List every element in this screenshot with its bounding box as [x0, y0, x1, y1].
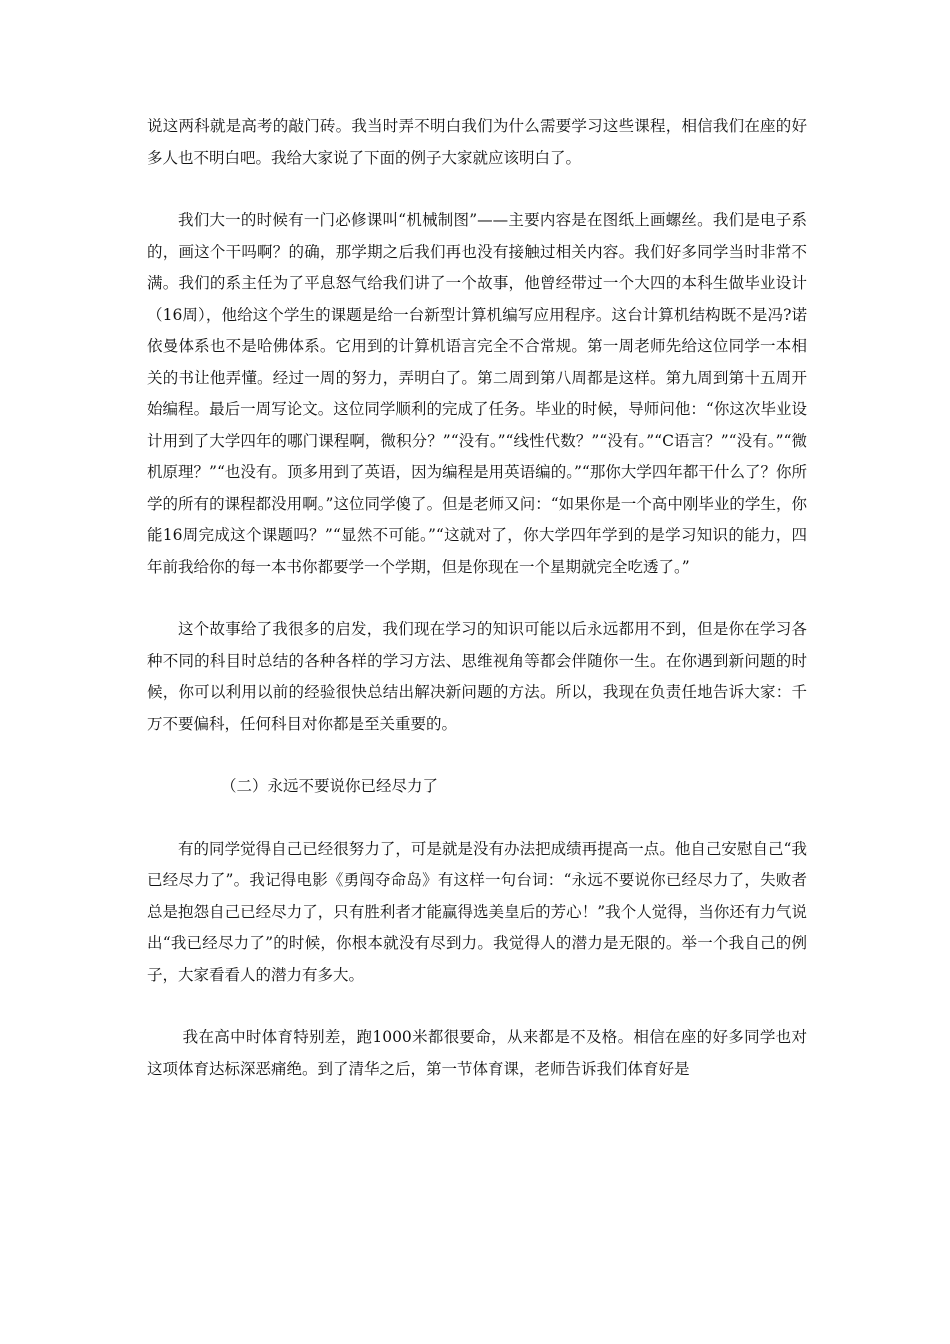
section-heading: （二）永远不要说你已经尽力了 [221, 777, 439, 795]
paragraph-5: 我在高中时体育特别差，跑1000米都很要命，从来都是不及格。相信在座的好多同学也对这项体育达标深恶痛绝。到了清华之后，第一节体育课，老师告诉我们体育好是 [147, 1028, 807, 1078]
document-body [147, 111, 807, 1085]
paragraph-4: 有的同学觉得自己已经很努力了，可是就是没有办法把成绩再提高一点。他自己安慰自己“我已经尽力了”。我记得电影《勇闯夺命岛》有这样一句台词：“永远不要说你已经尽力了，失败者总是抱怨自己已经尽力了，只有胜利者才能赢得选美皇后的芳心！”我个人觉得，当你还有力气说出“我已经尽力了”的时候，你根本就没有尽到力。我觉得人的潜力是无限的。举一个我自己的例子，大家看看人的潜力有多大。 [147, 839, 807, 984]
paragraph-2: 我们大一的时候有一门必修课叫“机械制图”——主要内容是在图纸上画螺丝。我们是电子系的，画这个干吗啊？的确，那学期之后我们再也没有接触过相关内容。我们好多同学当时非常不满。我们的系主任为了平息怒气给我们讲了一个故事，他曾经带过一个大四的本科生做毕业设计（16周），他给这个学生的课题是给一台新型计算机编写应用程序。这台计算机结构既不是冯?诺依曼体系也不是哈佛体系。它用到的计算机语言完全不合常规。第一周老师先给这位同学一本相关的书让他弄懂。经过一周的努力，弄明白了。第二周到第八周都是这样。第九周到第十五周开始编程。最后一周写论文。这位同学顺利的完成了任务。毕业的时候，导师问他：“你这次毕业设计用到了大学四年的哪门课程啊，微积分？”“没有。”“线性代数？”“没有。”“C语言？”“没有。”“微机原理？”“也没有。顶多用到了英语，因为编程是用英语编的。”“那你大学四年都干什么了？你所学的所有的课程都没用啊。”这位同学傻了。但是老师又问：“如果你是一个高中刚毕业的学生，你能16周完成这个课题吗？”“显然不可能。”“这就对了，你大学四年学到的是学习知识的能力，四年前我给你的每一本书你都要学一个学期，但是你现在一个星期就完全吃透了。” [147, 211, 807, 576]
paragraph-3: 这个故事给了我很多的启发，我们现在学习的知识可能以后永远都用不到，但是你在学习各种不同的科目时总结的各种各样的学习方法、思维视角等都会伴随你一生。在你遇到新问题的时候，你可以利用以前的经验很快总结出解决新问题的方法。所以，我现在负责任地告诉大家：千万不要偏科，任何科目对你都是至关重要的。 [147, 620, 807, 733]
paragraph-1: 说这两科就是高考的敲门砖。我当时弄不明白我们为什么需要学习这些课程，相信我们在座的好多人也不明白吧。我给大家说了下面的例子大家就应该明白了。 [147, 117, 807, 167]
